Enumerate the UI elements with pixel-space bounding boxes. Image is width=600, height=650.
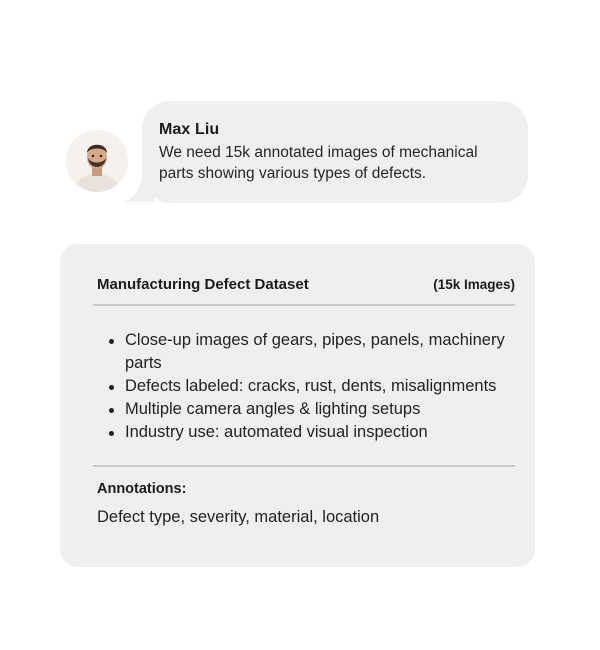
dataset-card[interactable] [60,244,535,567]
dataset-count: (15k Images) [433,277,515,292]
annotations-value: Defect type, severity, material, location [97,508,380,526]
message-text: We need 15k annotated images of mechanical parts showing various types of defects. [159,144,478,182]
list-item: Close-up images of gears, pipes, panels, machinery parts [125,329,525,375]
feature-list [125,329,525,444]
sender-name: Max Liu [159,121,220,138]
divider-bottom [93,465,515,467]
avatar[interactable] [66,130,128,192]
dataset-title: Manufacturing Defect Dataset [97,276,309,293]
divider-top [93,304,515,306]
annotations-label: Annotations: [97,481,187,497]
list-item: Defects labeled: cracks, rust, dents, misalignments [125,375,525,398]
card-header [97,276,515,293]
list-item: Multiple camera angles & lighting setups [125,398,525,421]
chat-bubble[interactable] [142,101,528,203]
person-avatar-icon [66,130,128,192]
list-item: Industry use: automated visual inspection [125,421,525,444]
